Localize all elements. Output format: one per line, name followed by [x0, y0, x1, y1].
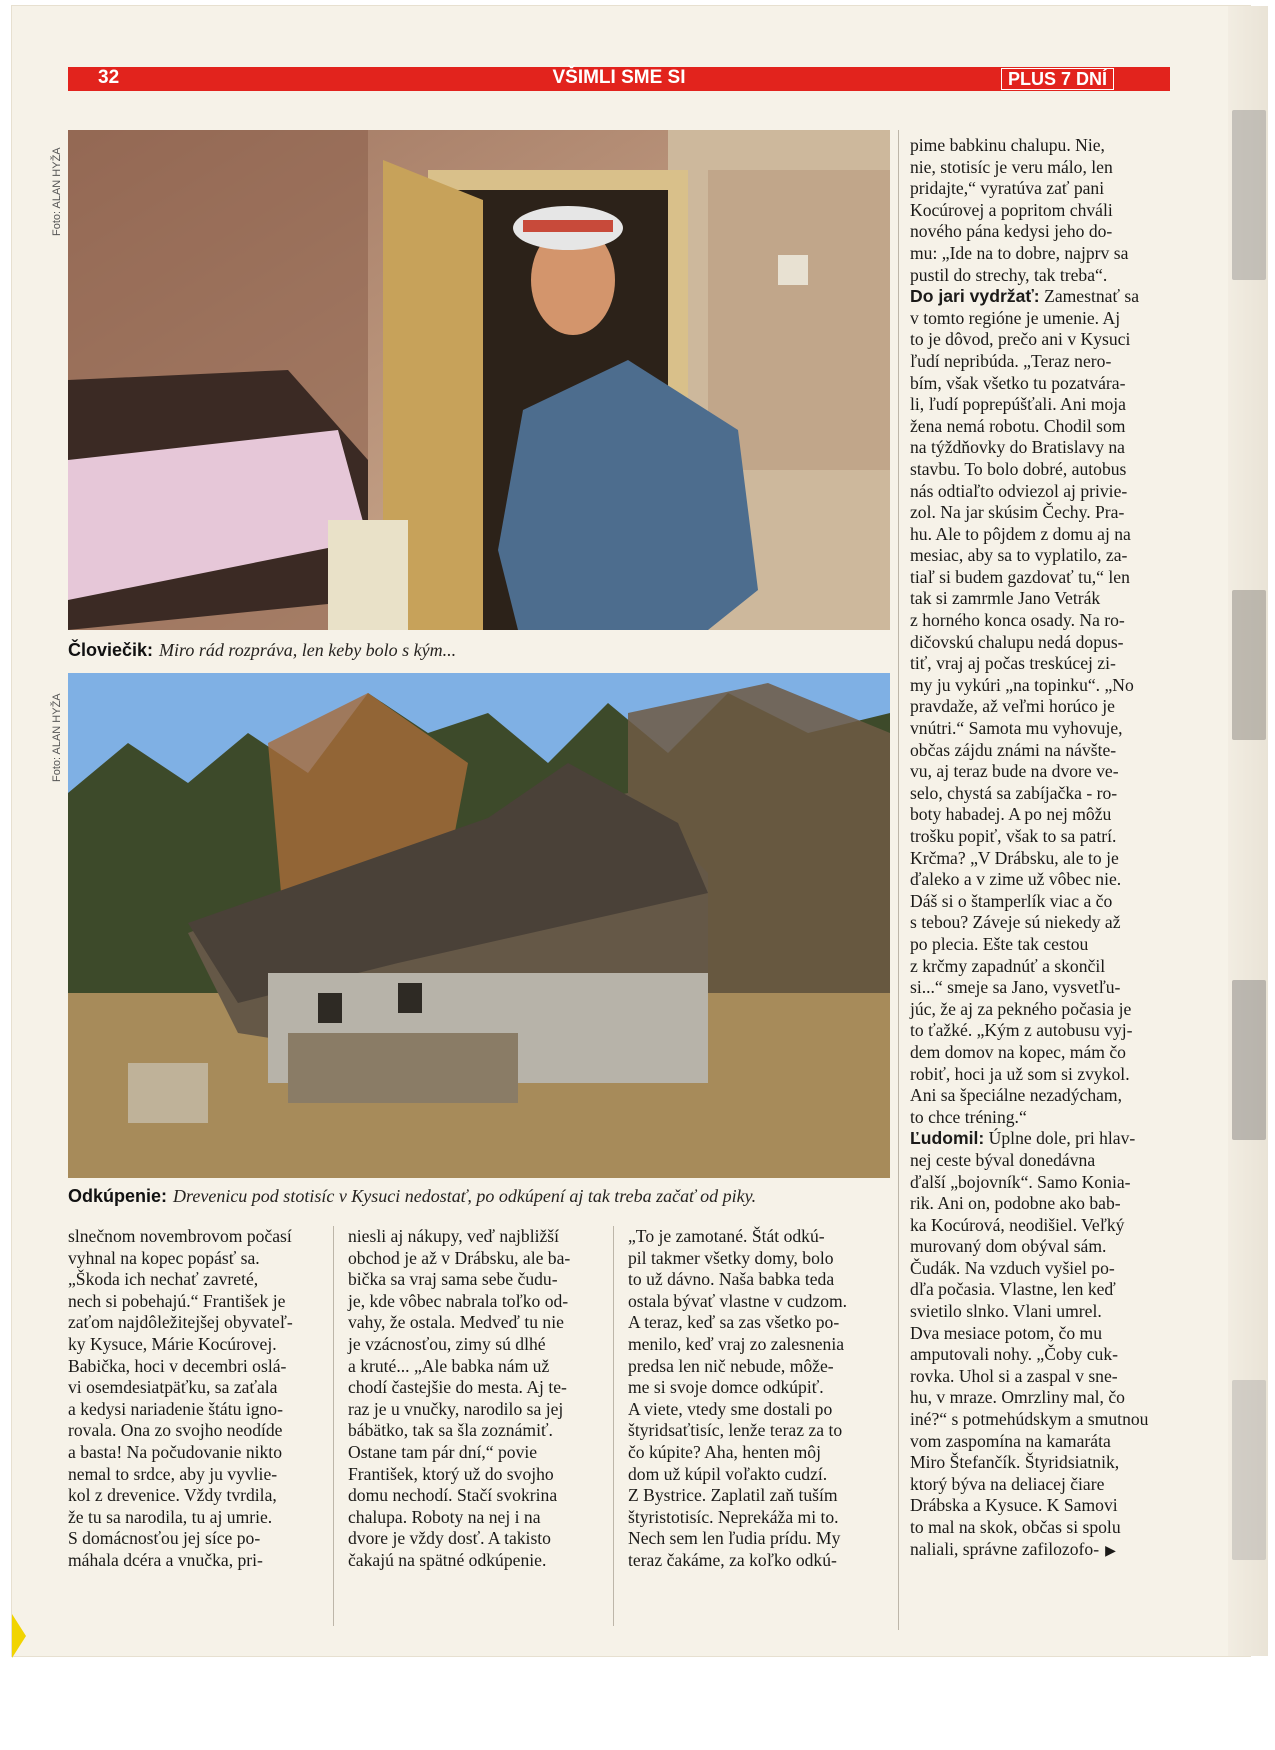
text-line: to už dávno. Naša babka teda [628, 1269, 835, 1290]
text-line: čo kúpite? Aha, henten môj [628, 1441, 821, 1462]
continue-arrow-icon: ▶ [1105, 1543, 1116, 1559]
text-line: ky Kysuce, Márie Kocúrovej. [68, 1333, 277, 1354]
page-tab [1232, 590, 1266, 740]
text-line: ostala bývať vlastne v cudzom. [628, 1290, 848, 1311]
text-line: a kedysi nariadenie štátu igno- [68, 1398, 283, 1419]
text-line: pridajte,“ vyratúva zať pani [910, 178, 1105, 199]
text-line: Miro Štefančík. Štyridsiatnik, [910, 1452, 1120, 1473]
text-line: rovka. Uhol si a zaspal v sne- [910, 1365, 1118, 1386]
article-column-3 [628, 1226, 890, 1572]
text-line: pustil do strechy, tak treba“. [910, 264, 1108, 285]
text-line: vu, aj teraz bude na dvore ve- [910, 761, 1119, 782]
text-line: nového pána kedysi jeho do- [910, 221, 1113, 242]
column-rule [898, 130, 899, 1630]
text-line: obchod je až v Drábsku, ale ba- [348, 1247, 571, 1268]
text-line: boty habadej. A po nej môžu [910, 804, 1112, 825]
text-line: trošku popiť, však to sa patrí. [910, 826, 1117, 846]
column-rule [333, 1226, 334, 1626]
text-line: Dva mesiace potom, čo mu [910, 1322, 1103, 1343]
text-line: Z Bystrice. Zaplatil zaň tuším [628, 1485, 838, 1506]
photo-caption [68, 640, 456, 661]
text-line: Nech sem len ľudia prídu. My [628, 1528, 841, 1549]
text-line: Ani sa špeciálne nezadýcham, [910, 1085, 1123, 1106]
text-line: vyhnal na kopec popásť sa. [68, 1247, 260, 1268]
text-line: v tomto regióne je umenie. Aj [910, 307, 1121, 328]
page-tab [1232, 980, 1266, 1140]
page-tab [1232, 110, 1266, 280]
text-line: pil takmer všetky domy, bolo [628, 1247, 834, 1268]
text-line: František, ktorý už do svojho [348, 1463, 554, 1484]
caption-text: Miro rád rozpráva, len keby bolo s kým... [159, 640, 457, 660]
text-line: pime babkinu chalupu. Nie, [910, 135, 1105, 155]
text-line: Dáš si o štamperlík viac a čo [910, 890, 1113, 911]
text-line: chodí častejšie do mesta. Aj te- [348, 1377, 567, 1398]
text-line: hu. Ale to pôjdem z domu aj na [910, 523, 1131, 544]
text-line: raz je u vnučky, narodilo sa jej [348, 1398, 564, 1419]
text-line: me si svoje domce odkúpiť. [628, 1377, 824, 1398]
text-line: domu nechodí. Stačí svokrina [348, 1485, 558, 1506]
text-line: chalupa. Roboty na nej i na [348, 1506, 541, 1527]
text-line: tiaľ si budem gazdovať tu,“ len [910, 566, 1130, 587]
text-line: tiť, vraj aj počas treskúcej zi- [910, 653, 1116, 674]
text-line: nech si pobehajú.“ František je [68, 1290, 286, 1311]
text-line: s tebou? Záveje sú niekedy až [910, 912, 1121, 933]
text-line: ďalší „bojovník“. Samo Konia- [910, 1171, 1131, 1192]
text-line: iné?“ s potmehúdskym a smutnou [910, 1409, 1149, 1430]
text-line: my ju vykúri „na topinku“. „No [910, 674, 1134, 695]
text-line: Babička, hoci v decembri oslá- [68, 1355, 287, 1376]
text-line: Krčma? „V Drábsku, ale to je [910, 847, 1119, 868]
text-line: rovala. Ona zo svojho neodíde [68, 1420, 283, 1441]
text-line: A teraz, keď sa zas všetko po- [628, 1312, 840, 1333]
text-line: Ostane tam pár dní,“ povie [348, 1441, 538, 1462]
text-line: amputovali nohy. „Čoby cuk- [910, 1344, 1118, 1365]
text-line: je, kde vôbec nabrala toľko od- [348, 1290, 569, 1311]
text-line: Čudák. Na vzduch vyšiel po- [910, 1257, 1115, 1278]
text-line: mesiac, aby sa to vyplatilo, za- [910, 545, 1128, 566]
text-line: bábätko, tak sa šla zoznámiť. [348, 1420, 553, 1441]
photo-man-in-doorway [68, 130, 890, 630]
text-line: zaťom najdôležitejšej obyvateľ- [68, 1312, 293, 1333]
text-line: dvore je vždy dosť. A takisto [348, 1528, 551, 1549]
text-line: naliali, správne zafilozofo- [910, 1538, 1100, 1559]
text-line: menilo, keď vraj zo zalesnenia [628, 1333, 845, 1354]
text-line: Kocúrovej a popritom chváli [910, 199, 1113, 220]
text-line: vahy, že ostala. Medveď tu nie [348, 1312, 564, 1333]
text-line: to ťažké. „Kým z autobusu vyj- [910, 1020, 1133, 1041]
text-line: A viete, vtedy sme dostali po [628, 1398, 833, 1419]
text-line: slnečnom novembrovom počasí [68, 1226, 292, 1246]
subheading-line: Ľudomil: Úplne dole, pri hlav- [910, 1128, 1136, 1149]
text-line: stavbu. To bolo dobré, autobus [910, 458, 1127, 479]
text-line: čakajú na spätné odkúpenie. [348, 1549, 547, 1570]
caption-lead: Človiečik: [68, 640, 154, 660]
text-line: a basta! Na počudovanie nikto [68, 1441, 282, 1462]
article-column-4 [910, 135, 1172, 1562]
subheading-line: Do jari vydržať: Zamestnať sa [910, 286, 1140, 307]
text-line: vnútri.“ Samota mu vyhovuje, [910, 718, 1123, 739]
text-line: kol z drevenice. Vždy tvrdila, [68, 1485, 277, 1506]
text-line: z krčmy zapadnúť a skončil [910, 955, 1106, 976]
text-line: si...“ smeje sa Jano, vysvetľu- [910, 977, 1121, 998]
magazine-name: PLUS 7 DNÍ [1001, 68, 1114, 90]
text-line: S domácnosťou jej síce po- [68, 1528, 261, 1549]
text-line: nej ceste býval donedávna [910, 1149, 1096, 1170]
text-line: že tu sa narodila, tu aj umrie. [68, 1506, 273, 1527]
text-line: teraz čakáme, za koľko odkú- [628, 1549, 837, 1570]
text-line: je vzácnosťou, zimy sú dlhé [348, 1333, 546, 1354]
text-line: občas zájdu známi na návšte- [910, 739, 1117, 760]
text-line: hu, v mraze. Omrzliny mal, čo [910, 1387, 1125, 1408]
text-line: vi osemdesiatpäťku, sa zaťala [68, 1377, 278, 1398]
text-line: Drábska a Kysuce. K Samovi [910, 1495, 1118, 1516]
photo-credit: Foto: ALAN HYŽA [51, 693, 63, 782]
page-tab [1232, 1380, 1266, 1560]
text-line: štyristotisíc. Neprekáža mi to. [628, 1506, 839, 1527]
text-line: niesli aj nákupy, veď najbližší [348, 1226, 560, 1246]
photo-credit: Foto: ALAN HYŽA [51, 147, 63, 236]
text-line: svietilo slnko. Vlani umrel. [910, 1301, 1102, 1322]
text-line: na týždňovky do Bratislavy na [910, 437, 1125, 458]
text-line: li, ľudí poprepúšťali. Ani moja [910, 394, 1126, 415]
text-line: ktorý býva na deliacej čiare [910, 1473, 1105, 1494]
text-line: dom už kúpil voľakto cudzí. [628, 1463, 828, 1484]
text-line: nás odtiaľto odviezol aj privie- [910, 480, 1128, 501]
text-line: „To je zamotané. Štát odkú- [628, 1226, 825, 1246]
text-line: zol. Na jar skúsim Čechy. Pra- [910, 502, 1125, 523]
article-column-1 [68, 1226, 330, 1572]
text-line: tak si zamrmle Jano Vetrák [910, 588, 1101, 609]
text-line: predsa len nič nebude, môže- [628, 1355, 834, 1376]
text-line: máhala dcéra a vnučka, pri- [68, 1549, 263, 1570]
text-line: júc, že aj za pekného počasia je [910, 998, 1132, 1019]
text-line: dičovskú chalupu nedá dopus- [910, 631, 1124, 652]
text-line: ľudí nepribúda. „Teraz nero- [910, 350, 1112, 371]
text-line: ďaleko a v zime už vôbec nie. [910, 869, 1122, 890]
page-number: 32 [98, 67, 120, 88]
text-line: rik. Ani on, podobne ako bab- [910, 1193, 1121, 1214]
text-line: žena nemá robotu. Chodil som [910, 415, 1126, 436]
section-title: VŠIMLI SME SI [552, 67, 686, 88]
page-header [68, 67, 1170, 91]
text-line: ka Kocúrová, neodišiel. Veľký [910, 1214, 1125, 1235]
text-line: po plecia. Ešte tak cestou [910, 933, 1089, 954]
text-line: vom zaspomína na kamaráta [910, 1430, 1111, 1451]
text-line: pravdaže, až veľmi horúco je [910, 696, 1115, 717]
text-line: mu: „Ide na to dobre, najprv sa [910, 242, 1129, 263]
text-line: nie, stotisíc je veru málo, len [910, 156, 1113, 177]
caption-lead: Odkúpenie: [68, 1186, 168, 1206]
text-line: to chce tréning.“ [910, 1106, 1027, 1127]
text-line: a kruté... „Ale babka nám už [348, 1355, 550, 1376]
text-line: murovaný dom obýval sám. [910, 1236, 1107, 1257]
text-line: bím, však všetko tu pozatvára- [910, 372, 1126, 393]
subheading: Do jari vydržať: [910, 286, 1040, 307]
text-line: to mal na skok, občas si spolu [910, 1517, 1121, 1537]
text-line: bička sa vraj sama sebe čudu- [348, 1269, 558, 1290]
text-line: selo, chystá sa zabíjačka - ro- [910, 782, 1118, 803]
subheading: Ľudomil: [910, 1128, 985, 1149]
text-line: dľa počasia. Vlastne, len keď [910, 1279, 1116, 1300]
corner-marker [12, 1614, 26, 1658]
text-line: robiť, hoci ja už som si zvykol. [910, 1063, 1130, 1084]
article-column-2 [348, 1226, 610, 1572]
text-line: štyridsaťtisíc, lenže teraz za to [628, 1420, 843, 1441]
photo-wooden-cottage [68, 673, 890, 1178]
text-line: „Škoda ich nechať zavreté, [68, 1269, 259, 1290]
caption-text: Drevenicu pod stotisíc v Kysuci nedostať, po odkúpení aj tak treba začať od piky. [173, 1186, 757, 1206]
text-line: dem domov na kopec, mám čo [910, 1041, 1126, 1062]
text-line: nemal to srdce, aby ju vyvlie- [68, 1463, 278, 1484]
column-rule [613, 1226, 614, 1626]
photo-caption [68, 1186, 756, 1207]
text-line: z horného konca osady. Na ro- [910, 610, 1125, 631]
text-line: to je dôvod, prečo ani v Kysuci [910, 329, 1131, 350]
